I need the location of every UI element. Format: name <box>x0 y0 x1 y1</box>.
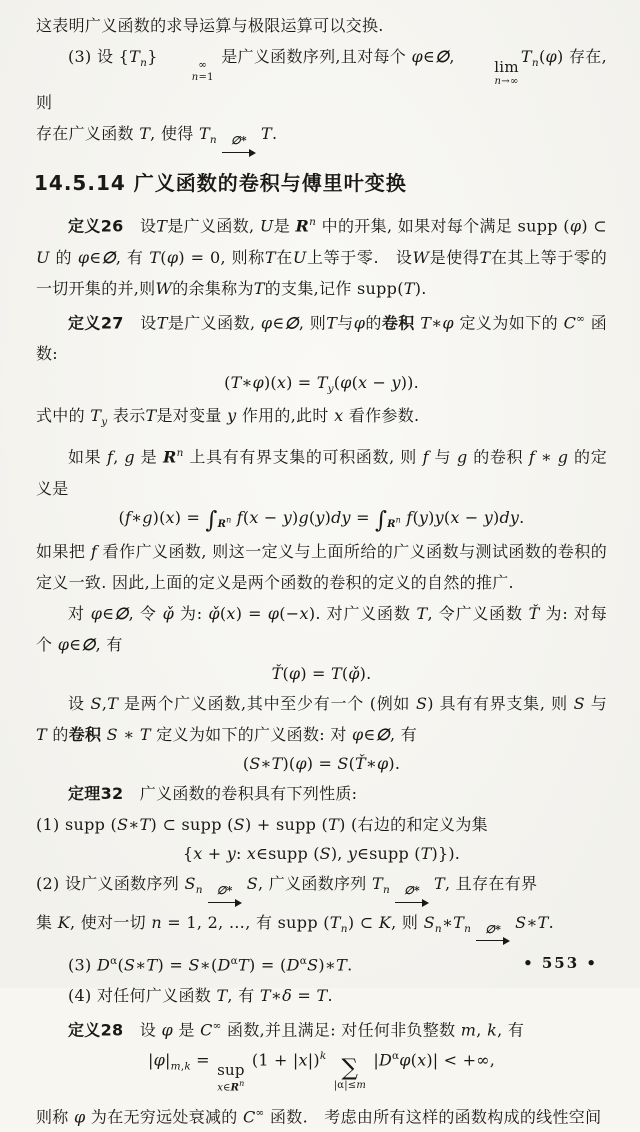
check-notation-paragraph: 对 φ∈∅, 令 φ̌ 为: φ̌(x) = φ(−x). 对广义函数 T, 令广义函数 Ť 为: 对每个 φ∈∅, 有 <box>36 604 607 655</box>
theorem-32-property-2-continuation-line: 集 K, 使对一切 n = 1, 2, …, 有 supp $(T_n)$ ⊂ K, 则 $S_n∗T_n$ ∅* S∗T. <box>36 907 607 946</box>
page-number: • 553 • <box>523 954 598 972</box>
theorem-32-property-4-line: (4) 对任何广义函数 T, 有 T∗δ = T. <box>68 986 333 1006</box>
section-heading: 14.5.14 广义函数的卷积与傅里叶变换 <box>34 171 407 196</box>
generalization-remark-paragraph: 如果把 f 看作广义函数, 则这一定义与上面所给的广义函数与测试函数的卷积的定义一致. 因此,上面的定义是两个函数的卷积的定义的自然的推广. <box>36 542 607 593</box>
dstar-convergence-arrow: ∅* <box>208 885 242 907</box>
property-3-limit-line: (3) 设 $\{T_n\}$ ∞ n=1 是广义函数序列,且对每个 φ∈∅, lim n→∞ $T_n(\varphi)$ 存在,则 <box>36 47 607 113</box>
convolution-integral-formula: (f∗g)(x) = $\int_{R^n}$ $f(x - y)g(y)dy = \int_{R^n}$ f(y)y(x − y)dy. <box>118 507 525 534</box>
theorem-32-property-2-line: (2) 设广义函数序列 $S_n$ ∅* S, 广义函数序列 $T_n$ ∅* T, 且存在有界 <box>36 868 607 907</box>
integrable-functions-paragraph: 如果 f, g 是 $R^n$ 上具有有界支集的可积函数, 则 f 与 g 的卷积 f ∗ g 的定义是 <box>36 447 607 498</box>
theorem-32-property-1-line: (1) supp (S∗T) ⊂ supp (S) + supp (T) (右边的和定义为集 <box>36 815 488 835</box>
intro-continuation-line: 这表明广义函数的求导运算与极限运算可以交换. <box>36 16 384 35</box>
definition-26-paragraph: 定义26 设T是广义函数, U是 $R^n$ 中的开集, 如果对每个满足 supp (φ) ⊂ U 的 φ∈∅, 有 T(φ) = 0, 则称T在U上等于零. 设W是使得T在其上等于零的一切开集的并,则W的余集称为T的支集,记作 supp(T). <box>36 216 608 298</box>
theorem-32-heading-line: 定理32 广义函数的卷积具有下列性质: <box>68 784 358 804</box>
seminorm-formula: $|\varphi|_{m,k}$ = sup $x\in R^n$ $(1 + |x|)^k$ ∑ |α|≤m $|D^\alpha\varphi(x)|$ < +∞, <box>148 1049 495 1094</box>
definition-27-paragraph: 定义27 设T是广义函数, φ∈∅, 则T与φ的卷积 T∗φ 定义为如下的 C∞ 函数: <box>36 312 607 363</box>
dstar-convergence-arrow: ∅* <box>395 885 429 907</box>
convolution-of-distributions-paragraph: 设 S,T 是两个广义函数,其中至少有一个 (例如 S) 具有有界支集, 则 S 与 T 的卷积 S ∗ T 定义为如下的广义函数: 对 φ∈∅, 有 <box>36 694 608 745</box>
page-body-text <box>36 10 607 1132</box>
theorem-32-property-3-line: (3) $D^\alpha(S∗T)$ = $S∗(D^\alpha T)$ = $(D^\alpha S)∗T$. <box>68 954 353 975</box>
definition-28-paragraph: 定义28 设 φ 是 C∞ 函数,并且满足: 对任何非负整数 m, k, 有 <box>68 1020 525 1040</box>
formula-explanation-line: 式中的 $T_y$ 表示T是对变量 y 作用的,此时 x 看作参数. <box>36 406 420 429</box>
support-sum-set-formula: {x + y: x∈supp (S), y∈supp (T)}). <box>182 844 461 864</box>
property-3-conclusion-line: 存在广义函数 T, 使得 $T_n$ ∅* T. <box>36 118 607 157</box>
dstar-convergence-arrow: ∅* <box>222 135 256 157</box>
rapidly-decreasing-remark-line: 则称 φ 为在无穷远处衰减的 C∞ 函数. 考虑由所有这样的函数构成的线性空间 <box>36 1106 602 1126</box>
dstar-convergence-arrow: ∅* <box>476 924 510 946</box>
convolution-with-test-function-formula: (T∗φ)(x) = $T_y(\varphi(x - y))$. <box>224 372 419 396</box>
check-distribution-formula: Ť(φ) = T(φ̌). <box>271 664 372 684</box>
distribution-convolution-formula: (S∗T)(φ) = S(Ť∗φ). <box>242 754 401 774</box>
